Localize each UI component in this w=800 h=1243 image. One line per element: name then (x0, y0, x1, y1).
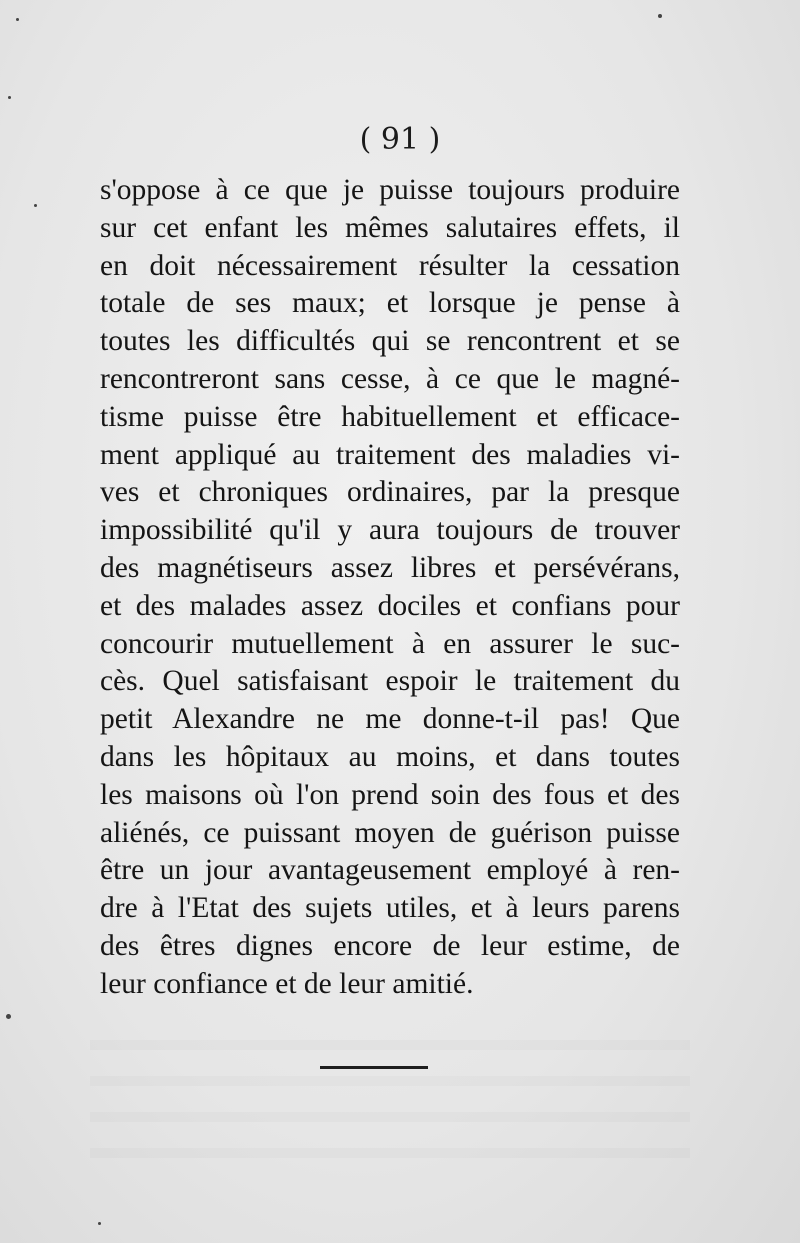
ink-speck (98, 1222, 101, 1225)
text-line: dans les hôpitaux au moins, et dans toutes (100, 740, 680, 773)
text-line: rencontreront sans cesse, à ce que le magné- (100, 362, 680, 395)
text-line: impossibilité qu'il y aura toujours de trouver (100, 514, 680, 547)
text-line: en doit nécessairement résulter la cessation (100, 249, 680, 282)
text-line: des magnétiseurs assez libres et persévérans, (100, 551, 680, 584)
text-line: aliénés, ce puissant moyen de guérison puisse (100, 816, 680, 849)
text-line: des êtres dignes encore de leur estime, de (100, 929, 680, 962)
ink-speck (658, 14, 662, 18)
text-line: petit Alexandre ne me donne-t-il pas! Que (100, 703, 680, 736)
text-line: tisme puisse être habituellement et efficace- (100, 400, 680, 433)
text-line: ment appliqué au traitement des maladies vi- (100, 438, 680, 471)
text-line: totale de ses maux; et lorsque je pense à (100, 287, 680, 320)
ink-speck (6, 1014, 11, 1019)
page-number: ( 91 ) (359, 122, 441, 157)
show-through-text (90, 1040, 690, 1180)
text-line-last: leur confiance et de leur amitié. (100, 967, 474, 1000)
text-line: toutes les difficultés qui se rencontrent et se (100, 325, 680, 358)
text-line: concourir mutuellement à en assurer le suc- (100, 627, 680, 660)
text-line: les maisons où l'on prend soin des fous et des (100, 778, 680, 811)
text-line: être un jour avantageusement employé à ren- (100, 854, 680, 887)
text-line: et des malades assez dociles et confians pour (100, 589, 680, 622)
end-rule (320, 1066, 428, 1069)
ink-speck (16, 18, 19, 21)
text-line: s'oppose à ce que je puisse toujours produire (100, 174, 680, 206)
text-line: dre à l'Etat des sujets utiles, et à leurs parens (100, 892, 680, 925)
ink-speck (8, 96, 11, 99)
text-line: cès. Quel satisfaisant espoir le traitement du (100, 665, 680, 698)
text-line: ves et chroniques ordinaires, par la presque (100, 476, 680, 509)
body-text (100, 172, 680, 1004)
text-line: sur cet enfant les mêmes salutaires effets, il (100, 211, 680, 244)
ink-speck (34, 204, 37, 207)
